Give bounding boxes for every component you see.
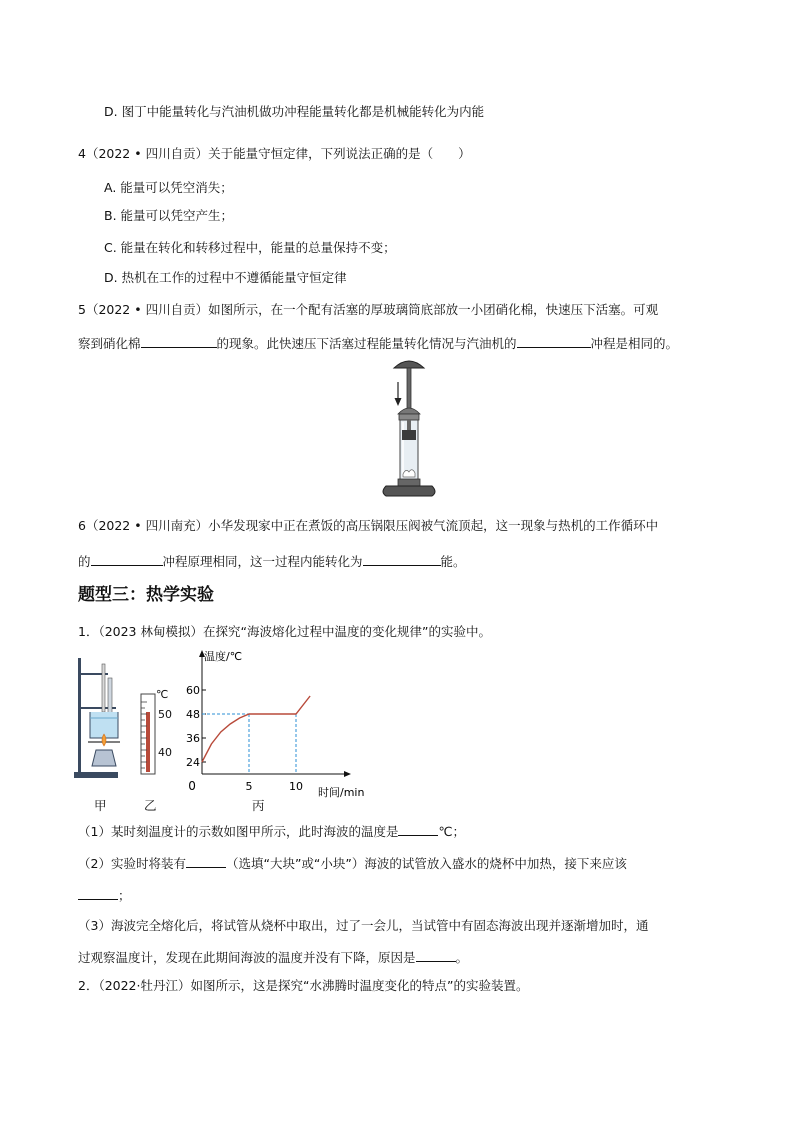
x-tick-label: 0 [188, 779, 196, 793]
q4-option-c: C. 能量在转化和转移过程中，能量的总量保持不变； [104, 240, 396, 255]
heating-apparatus-figure [72, 654, 128, 780]
y-tick-label: 24 [186, 756, 200, 769]
q5-text-a: 察到硝化棉 [78, 336, 141, 351]
y-tick-label: 60 [186, 684, 200, 697]
q5-line-2 [78, 334, 678, 352]
exp1-p3-blank[interactable] [416, 948, 456, 962]
exp1-p2-cont [78, 886, 131, 904]
q4-option-d: D. 热机在工作的过程中不遵循能量守恒定律 [104, 270, 347, 285]
y-axis-label: 温度/℃ [204, 650, 243, 663]
exp2-stem: 2．（2022·牡丹江）如图所示，这是探究“水沸腾时温度变化的特点”的实验装置。 [78, 978, 529, 993]
exp1-p1-unit: ℃； [438, 824, 466, 839]
q4-stem: 4（2022 • 四川自贡）关于能量守恒定律，下列说法正确的是（ ） [78, 146, 471, 161]
exp1-stem: 1．（2023 林甸模拟）在探究“海波熔化过程中温度的变化规律”的实验中。 [78, 624, 491, 639]
q6-text-a: 的 [78, 554, 91, 569]
exp1-p2-text-b: （选填“大块”或“小块”）海波的试管放入盛水的烧杯中加热，接下来应该 [225, 856, 627, 871]
label-jia: 甲 [94, 798, 107, 813]
q6-line-1: 6（2022 • 四川南充）小华发现家中正在煮饭的高压锅限压阀被气流顶起，这一现象与热机的工作循环中 [78, 518, 659, 533]
q5-text-c: 冲程是相同的。 [590, 336, 679, 351]
exp1-p1 [78, 822, 465, 840]
exp1-p1-blank[interactable] [398, 822, 438, 836]
q4-option-a: A. 能量可以凭空消失； [104, 180, 233, 195]
x-axis-label: 时间/min [318, 786, 365, 799]
q6-blank-2[interactable] [363, 552, 441, 566]
q3-option-d: D. 图丁中能量转化与汽油机做功冲程能量转化都是机械能转化为内能 [104, 104, 485, 119]
exp1-p2-blank-2[interactable] [78, 886, 118, 900]
temperature-time-chart [186, 646, 380, 799]
thermometer-figure [138, 692, 158, 776]
q6-blank-1[interactable] [91, 552, 163, 566]
q5-blank-1[interactable] [141, 334, 217, 348]
q5-blank-2[interactable] [517, 334, 591, 348]
exp1-p2 [78, 854, 627, 872]
exp1-p3-line-2 [78, 948, 468, 966]
y-tick-label: 36 [186, 732, 200, 745]
q6-line-2 [78, 552, 466, 570]
section-title: 题型三：热学实验 [78, 585, 214, 605]
label-yi: 乙 [144, 798, 157, 813]
thermometer-unit-label: ℃ [156, 688, 169, 701]
exp1-p3-text-a: 过观察温度计，发现在此期间海波的温度并没有下降，原因是 [78, 950, 416, 965]
exp1-p3-text-b: 。 [455, 950, 469, 965]
exp1-p2-blank-1[interactable] [186, 854, 226, 868]
x-tick-label: 5 [245, 780, 253, 793]
x-axis-arrow [344, 771, 351, 777]
label-bing: 丙 [252, 798, 265, 813]
exp1-p1-text: （1）某时刻温度计的示数如图甲所示，此时海波的温度是 [78, 824, 399, 839]
q4-option-b: B. 能量可以凭空产生； [104, 208, 234, 223]
piston-apparatus-figure [378, 356, 448, 502]
q5-text-b: 的现象。此快速压下活塞过程能量转化情况与汽油机的 [216, 336, 517, 351]
x-tick-label: 10 [289, 780, 303, 793]
q6-text-b: 冲程原理相同，这一过程内能转化为 [162, 554, 363, 569]
exp1-p3-line-1: （3）海波完全熔化后，将试管从烧杯中取出，过了一会儿，当试管中有固态海波出现并逐渐增加时，通 [78, 918, 649, 933]
q6-text-c: 能。 [440, 554, 466, 569]
series-line [202, 696, 310, 762]
y-tick-label: 48 [186, 708, 200, 721]
thermometer-mark-40: 40 [158, 746, 172, 759]
q5-line-1: 5（2022 • 四川自贡）如图所示，在一个配有活塞的厚玻璃筒底部放一小团硝化棉，快速压下活塞。可观 [78, 302, 659, 317]
exp1-p2-text-c: ； [118, 888, 131, 903]
exp1-p2-text-a: （2）实验时将装有 [78, 856, 186, 871]
thermometer-mark-50: 50 [158, 708, 172, 721]
